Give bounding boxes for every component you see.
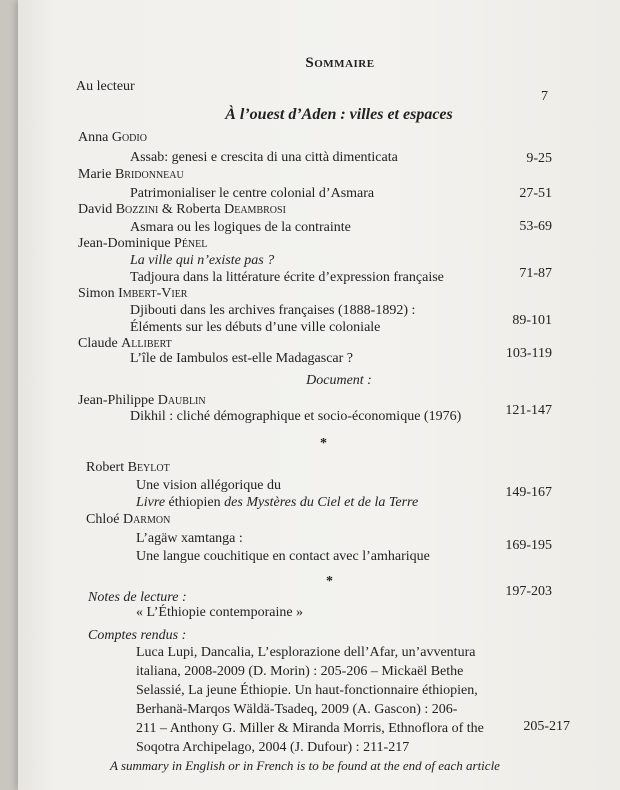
title-normal-part: éthiopien — [168, 495, 225, 510]
footer-note: A summary in English or in French is to be found at the end of each article — [110, 758, 500, 773]
comptes-line: Selassié, La jeune Éthiopie. Un haut-fonctionnaire éthiopien, — [136, 683, 478, 698]
article-page: 53-69 — [519, 219, 552, 234]
author-name — [78, 236, 207, 252]
article-title: Tadjoura dans la littérature écrite d’expression française — [130, 270, 444, 285]
article-page: 89-101 — [512, 313, 552, 328]
au-lecteur-page: 7 — [541, 89, 548, 104]
author-name — [78, 336, 172, 352]
title-italic-part: Livre — [136, 495, 169, 510]
article-page: 71-87 — [519, 266, 552, 281]
comptes-line: italiana, 2008-2009 (D. Morin) : 205-206 – Mickaël Bethe — [136, 664, 464, 679]
author-last-name: Allibert — [121, 336, 172, 351]
page-title: Sommaire — [305, 55, 375, 71]
notes-label: Notes de lecture : — [88, 590, 187, 605]
author-join: & Roberta — [158, 202, 225, 217]
author-first-name: Claude — [78, 336, 122, 351]
author-last-name: Bozzini — [115, 202, 159, 217]
author-last-name: Pénel — [174, 236, 208, 251]
author-first-name: Chloé — [86, 512, 123, 527]
comptes-line: 211 – Anthony G. Miller & Miranda Morris, Ethnoflora of the — [136, 721, 484, 736]
article-title: Dikhil : cliché démographique et socio-économique (1976) — [130, 409, 462, 424]
comptes-label: Comptes rendus : — [88, 628, 187, 643]
author-first-name: Simon — [78, 286, 119, 301]
article-title: Assab: genesi e crescita di una città dimenticata — [130, 150, 398, 165]
author-last-name: Imbert-Vier — [118, 286, 188, 301]
author-name — [86, 512, 170, 528]
author-first-name: Jean-Philippe — [78, 393, 158, 408]
article-page: 27-51 — [519, 186, 552, 201]
author-name — [86, 460, 170, 476]
article-title-line2: Une langue couchitique en contact avec l’amharique — [136, 549, 430, 564]
article-title: L’île de Iambulos est-elle Madagascar ? — [130, 351, 354, 366]
author-last-name: Beylot — [127, 460, 170, 475]
author-first-name: Robert — [86, 460, 128, 475]
article-title: Une vision allégorique du — [136, 478, 282, 493]
author-first-name: Marie — [78, 167, 115, 182]
article-title-line2: Éléments sur les débuts d’une ville coloniale — [130, 320, 381, 335]
comptes-line: Berhanä-Marqos Wäldä-Tsadeq, 2009 (A. Gascon) : 206- — [136, 702, 458, 717]
author-name — [78, 286, 187, 302]
author-last-name: Godio — [111, 130, 147, 145]
author-last-name: Daublin — [157, 393, 206, 408]
article-page: 149-167 — [505, 485, 552, 500]
au-lecteur-label: Au lecteur — [76, 79, 135, 94]
article-title-line2 — [136, 495, 418, 511]
page — [18, 0, 620, 790]
article-title: Patrimonialiser le centre colonial d’Asmara — [130, 186, 375, 201]
document-label: Document : — [306, 373, 372, 388]
notes-title: « L’Éthiopie contemporaine » — [136, 605, 304, 620]
article-subtitle: La ville qui n’existe pas ? — [130, 253, 275, 268]
separator: * — [326, 574, 333, 589]
author-last-name: Darmon — [122, 512, 171, 527]
author-name — [78, 393, 206, 409]
article-page: 169-195 — [505, 538, 552, 553]
author-first-name: David — [78, 202, 116, 217]
article-page: 103-119 — [505, 346, 552, 361]
article-title: Djibouti dans les archives françaises (1888-1892) : — [130, 303, 416, 318]
author-last-name: Bridonneau — [114, 167, 184, 182]
author-first-name: Anna — [78, 130, 112, 145]
separator: * — [320, 436, 327, 451]
title-italic-part: des Mystères du Ciel et de la Terre — [224, 495, 419, 510]
author-first-name: Jean-Dominique — [78, 236, 175, 251]
comptes-line: Luca Lupi, Dancalia, L’esplorazione dell’Afar, un’avventura — [136, 645, 476, 660]
article-page: 9-25 — [526, 151, 552, 166]
author-last-name: Deambrosi — [224, 202, 286, 217]
article-title: L’agäw xamtanga : — [136, 531, 243, 546]
author-name — [78, 202, 286, 218]
section-title: À l’ouest d’Aden : villes et espaces — [225, 106, 453, 123]
comptes-page: 205-217 — [523, 719, 570, 734]
article-page: 121-147 — [505, 403, 552, 418]
author-name — [78, 167, 184, 183]
author-name — [78, 130, 147, 146]
comptes-line: Soqotra Archipelago, 2004 (J. Dufour) : 211-217 — [136, 740, 410, 755]
article-title: Asmara ou les logiques de la contrainte — [130, 220, 351, 235]
notes-page: 197-203 — [505, 584, 552, 599]
